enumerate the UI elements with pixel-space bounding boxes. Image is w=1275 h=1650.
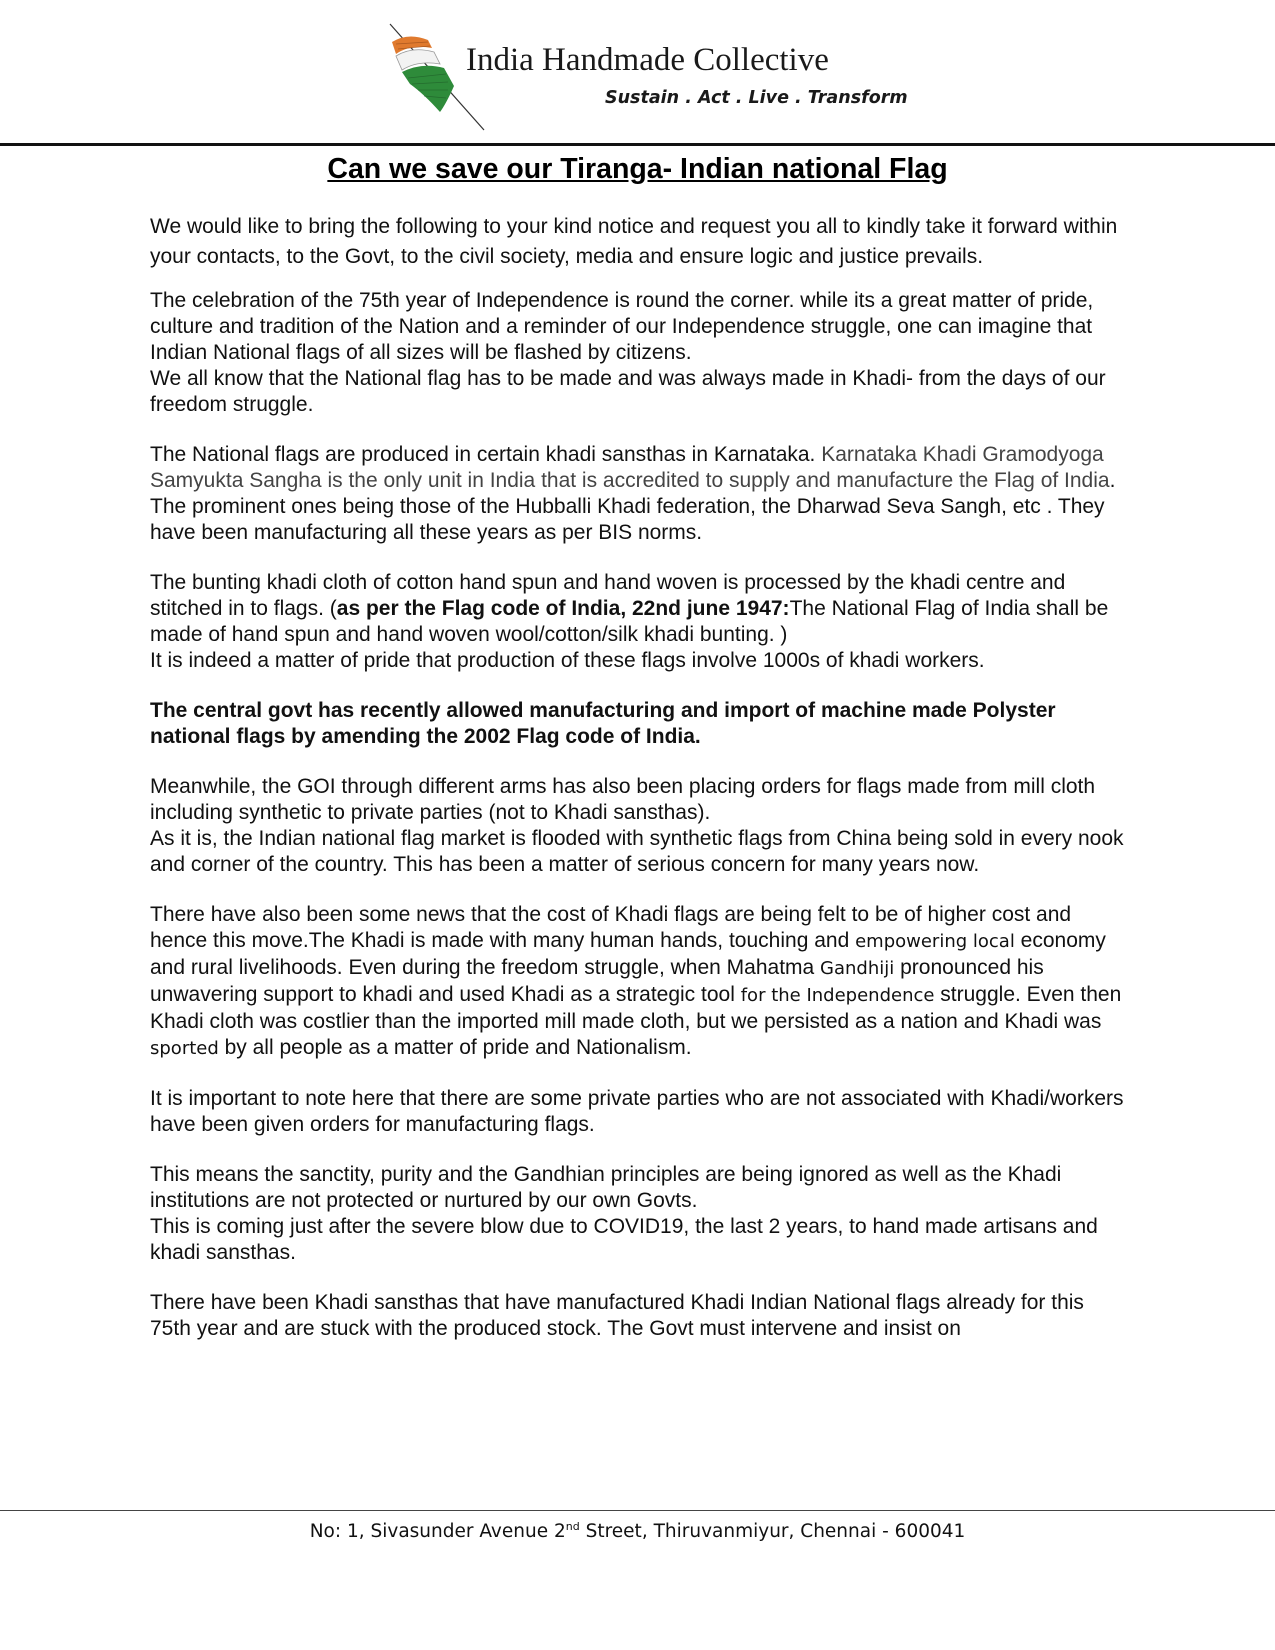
letter-body <box>150 212 1130 1342</box>
green-band <box>402 66 454 112</box>
text-run: pronounced his unwavering support to khadi and used Khadi as a strategic tool <box>150 956 1044 1006</box>
footer-address <box>0 1520 1275 1542</box>
paragraph-bold: The central govt has recently allowed manufacturing and import of machine made Polyster national flags by amending the 2002 Flag code of India. <box>150 699 1056 748</box>
paragraph <box>150 442 1130 546</box>
paragraph: This is coming just after the severe blow due to COVID19, the last 2 years, to hand made artisans and khadi sansthas. <box>150 1215 1098 1264</box>
paragraph: There have been Khadi sansthas that have manufactured Khadi Indian National flags already for this 75th year and are stuck with the produced stock. The Govt must intervene and insist on <box>150 1291 1084 1340</box>
text-run: The bunting khadi cloth of cotton hand spun and hand woven is processed by the khadi centre and stitched in to flags. ( <box>150 571 1066 620</box>
paragraph: This means the sanctity, purity and the Gandhian principles are being ignored as well as the Khadi institutions are not protected or nurtured by our own Govts. <box>150 1163 1062 1212</box>
paragraph <box>150 902 1130 1062</box>
text-run: empowering local <box>855 931 1015 952</box>
page-title: Can we save our Tiranga- Indian national Flag <box>327 153 948 185</box>
paragraph: As it is, the Indian national flag market is flooded with synthetic flags from China being sold in every nook and corner of the country. This has been a matter of serious concern for many years now. <box>150 827 1124 876</box>
address-text: Street, Thiruvanmiyur, Chennai - 600041 <box>579 1521 966 1543</box>
text-run: for the Independence <box>740 985 935 1006</box>
header-divider <box>0 143 1275 146</box>
organization-name: India Handmade Collective <box>466 42 829 78</box>
text-run: There have also been some news that the cost of Khadi flags are being felt to be of higher cost and hence this move.The Khadi is made with many human hands, touching and <box>150 903 1072 952</box>
paragraph: The celebration of the 75th year of Independence is round the corner. while its a great matter of pride, culture and tradition of the Nation and a reminder of our Independence struggle, one can imagine that Indian National flags of all sizes will be flashed by citizens. <box>150 289 1094 364</box>
text-run: Gandhiji <box>820 958 895 979</box>
text-run: struggle. Even then Khadi cloth was costlier than the imported mill made cloth, but we persisted as a nation and Khadi was <box>150 983 1122 1033</box>
text-run: The National flags are produced in certain khadi sansthas in Karnataka. <box>150 443 822 466</box>
text-run: The National Flag of India shall be made of hand spun and hand woven wool/cotton/silk khadi bunting. ) <box>150 597 1109 646</box>
text-run-bold: as per the Flag code of India, 22nd june 1947: <box>336 597 790 620</box>
paragraph: It is important to note here that there are some private parties who are not associated with Khadi/workers have been given orders for manufacturing flags. <box>150 1087 1124 1136</box>
address-text: No: 1, Sivasunder Avenue 2 <box>309 1521 566 1543</box>
paragraph: We would like to bring the following to your kind notice and request you all to kindly take it forward within your contacts, to the Govt, to the civil society, media and ensure logic and justice prevails. <box>150 215 1118 268</box>
letterhead <box>0 0 1275 140</box>
paragraph: We all know that the National flag has to be made and was always made in Khadi- from the days of our freedom struggle. <box>150 367 1106 416</box>
footer-divider <box>0 1510 1275 1511</box>
paragraph: It is indeed a matter of pride that production of these flags involve 1000s of khadi workers. <box>150 649 985 672</box>
text-run: sported <box>150 1038 219 1059</box>
address-superscript: nd <box>565 1520 580 1533</box>
tagline: Sustain . Act . Live . Transform <box>605 88 908 108</box>
text-run: . The prominent ones being those of the Hubballi Khadi federation, the Dharwad Seva Sangh, etc . They have been manufacturing all these years as per BIS norms. <box>150 469 1116 544</box>
paragraph <box>150 570 1130 648</box>
text-run: economy and rural livelihoods. Even during the freedom struggle, when Mahatma <box>150 929 1106 979</box>
text-run-gray: Karnataka Khadi Gramodyoga Samyukta Sangha is the only unit in India that is accredited to supply and manufacture the Flag of India <box>150 443 1110 492</box>
text-run: by all people as a matter of pride and Nationalism. <box>218 1036 692 1059</box>
paragraph: Meanwhile, the GOI through different arms has also been placing orders for flags made from mill cloth including synthetic to private parties (not to Khadi sansthas). <box>150 775 1096 824</box>
